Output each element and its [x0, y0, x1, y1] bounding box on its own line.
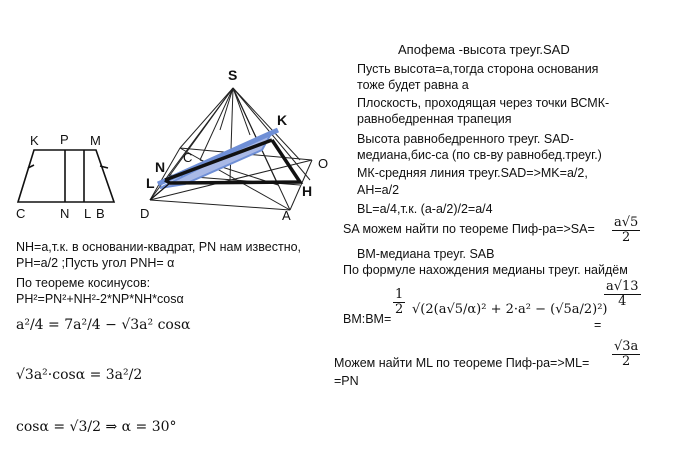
sa-result — [612, 216, 640, 245]
label-K: K — [277, 112, 288, 128]
trapezoid-outline — [18, 150, 114, 202]
label-N: N — [60, 206, 70, 221]
label-B: B — [96, 206, 105, 221]
bm-median-line: BM-медиана треуг. SAB — [357, 247, 495, 261]
bm-numerator: a√13 — [606, 279, 639, 294]
ml-line: Можем найти ML по теореме Пиф-ра=>ML= — [334, 356, 590, 370]
label-H: H — [302, 183, 313, 199]
heading: Апофема -высота треуг.SAD — [398, 42, 570, 57]
label-K: K — [30, 133, 39, 148]
right-line-3: Плоскость, проходящая через точки ВСМК- — [357, 96, 610, 110]
label-A: A — [282, 208, 291, 223]
pyramid-figure — [150, 88, 312, 210]
right-line-5: Высота равнобедренного треуг. SAD- — [357, 132, 574, 146]
label-P: P — [60, 132, 69, 147]
bm-denominator: 4 — [618, 294, 627, 309]
label-N: N — [155, 159, 166, 175]
label-M: M — [90, 133, 101, 148]
bm-result — [604, 280, 641, 309]
tick-mark — [100, 166, 108, 168]
equation-2: √3a²·cosα = 3a²/2 — [16, 367, 143, 383]
left-line-1: NH=a,т.к. в основании-квадрат, PN нам известно, — [16, 240, 302, 254]
ml-result — [612, 340, 640, 369]
right-line-6: медиана,бис-са (по св-ву равнобед.треуг.) — [357, 148, 602, 162]
left-line-2: PH=a/2 ;Пусть угол PNH= α — [16, 256, 175, 270]
right-line-9: BL=a/4,т.к. (a-a/2)/2=a/4 — [357, 202, 493, 216]
equation-1: a²/4 = 7a²/4 − √3a² cosα — [16, 317, 191, 333]
label-O: O — [318, 156, 329, 171]
ml-denominator: 2 — [622, 354, 631, 369]
label-D: D — [140, 206, 150, 221]
sa-denominator: 2 — [622, 230, 631, 245]
median-formula-text: По формуле нахождения медианы треуг. найдём — [343, 263, 628, 277]
bm-label: BM:BM= — [343, 312, 392, 326]
right-line-4: равнобедренная трапеция — [357, 112, 512, 126]
trapezoid-labels — [16, 132, 105, 221]
bm-formula: √(2(a√5/α)² + 2·a² − (√5a/2)²) — [412, 302, 608, 317]
label-L: L — [84, 206, 92, 221]
equation-3: cosα = √3/2 ⇒ α = 30° — [16, 419, 177, 435]
ml-numerator: √3a — [614, 339, 639, 354]
bm-half: $\frac{1}{2}$ — [395, 287, 404, 317]
label-C: C — [16, 206, 26, 221]
left-line-4: PH²=PN²+NH²-2*NP*NH*cosα — [16, 292, 184, 306]
pn-line: =PN — [334, 374, 359, 388]
label-L: L — [146, 175, 155, 191]
sa-numerator: a√5 — [614, 215, 639, 230]
label-C: C — [183, 150, 193, 165]
trapezoid-figure — [18, 150, 114, 202]
sa-line: SA можем найти по теореме Пиф-ра=>SA= — [343, 222, 595, 236]
label-S: S — [228, 67, 238, 83]
right-line-8: AH=a/2 — [357, 183, 400, 197]
right-line-1: Пусть высота=a,тогда сторона основания — [357, 62, 599, 76]
left-line-3: По теореме косинусов: — [16, 276, 151, 290]
bm-equals: = — [594, 318, 602, 332]
right-line-7: МК-средняя линия треуг.SAD=>MK=a/2, — [357, 166, 588, 180]
right-line-2: тоже будет равна а — [357, 78, 469, 92]
